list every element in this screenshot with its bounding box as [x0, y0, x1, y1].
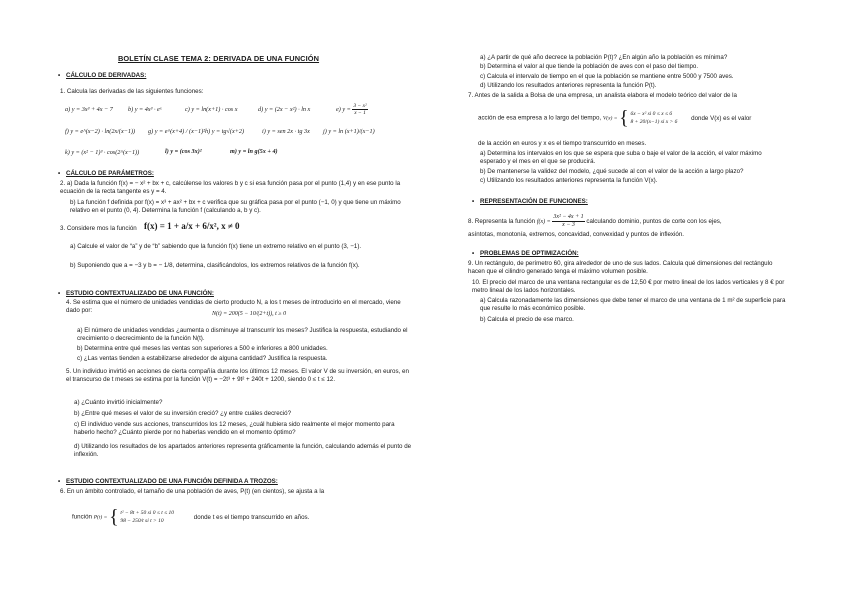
ex7-b: b) De mantenerse la validez del modelo, ¿qué sucede al con el valor de la acción a largo plazo? [480, 168, 744, 175]
ex7-c: c) Utilizando los resultados anteriores representa la función V(x). [480, 177, 658, 184]
ex6-function [72, 507, 309, 527]
ex1-k: k) y = (x² − 1)³ · cos(2^(x−1)) [65, 149, 140, 156]
ex4-a: a) El número de unidades vendidas ¿aumenta o disminuye al transcurrir los meses? Justifica la respuesta, estudiando el crecimiento o decrecimiento de la función N(t). [77, 327, 408, 343]
section-optimizacion: • PROBLEMAS DE OPTIMIZACIÓN: [480, 250, 579, 258]
ex8-tail: calculando dominio, puntos de corte con los ejes, [586, 218, 722, 226]
ex1-e-num: 3 − x² [353, 103, 367, 109]
ex1-e [336, 103, 368, 116]
ex1-f: f) y = e^(x−2) · ln(2x/(x−1)) [65, 128, 136, 135]
ex8-intro: 8. Representa la función [468, 218, 536, 226]
ex6-piece1: t² − 8t + 50 si 0 ≤ t ≤ 10 [120, 510, 175, 516]
ex7-piece1: 6x − x² si 0 ≤ x ≤ 6 [630, 111, 673, 117]
ex7-brace: { [619, 107, 629, 129]
ex8-function [468, 214, 722, 229]
ex10-a: a) Calcula razonadamente las dimensiones que debe tener el marco de una ventana de 1 m² de superficie para que resulte lo más económico posible. [480, 297, 786, 313]
ex1-m: m) y = ln g(5x + 4) [230, 148, 278, 155]
ex9: 9. Un rectángulo, de perímetro 60, gira alrededor de uno de sus lados. Calcula qué dimensiones del rectángulo hacen que el cilindro generado tenga el máximo volumen posible. [468, 260, 773, 276]
ex8-rest: asíntotas, monotonía, extremos, concavidad, convexidad y puntos de inflexión. [468, 231, 685, 238]
section-estudio-contextualizado: • ESTUDIO CONTEXTUALIZADO DE UNA FUNCIÓN: [66, 290, 214, 298]
ex5-b: b) ¿Entre qué meses el valor de su inversión creció? ¿y entre cuáles decreció? [74, 410, 292, 417]
ex6-cont-d: d) Utilizando los resultados anteriores representa la función P(t). [480, 82, 657, 89]
ex7-intro: 7. Antes de la salida a Bolsa de una empresa, un analista elabora el modelo teórico del valor de la [468, 92, 737, 99]
ex3-b: b) Suponiendo que a = −3 y b = − 1/8, determina, clasificándolos, los extremos relativos de la función f(x). [70, 262, 360, 269]
ex4-b: b) Determina entre qué meses las ventas son superiores a 500 e inferiores a 800 unidades. [77, 345, 328, 352]
ex1-e-den: x − 1 [354, 110, 366, 116]
ex1-j: j) y = ln (x+1)/(x−1) [323, 128, 375, 135]
section-calculo-derivadas: • CÁLCULO DE DERIVADAS: [66, 72, 146, 80]
ex6-pieces [120, 509, 174, 525]
ex10-intro: 10. El precio del marco de una ventana rectangular es de 12,50 € por metro lineal de los lados verticales y 8 € por metro lineal de los lados horizontales. [472, 279, 785, 295]
ex7-function [478, 108, 751, 128]
ex1-intro: 1. Calcula las derivadas de las siguientes funciones: [60, 88, 204, 95]
ex8-den: x − 3 [562, 222, 575, 228]
ex1-a: a) y = 3x³ + 4x − 7 [65, 106, 113, 113]
ex6-intro: 6. En un ámbito controlado, el tamaño de una población de aves, P(t) (en cientos), se ajusta a la [60, 488, 325, 495]
ex3-a: a) Calcule el valor de “a” y de “b” sabiendo que la función f(x) tiene un extremo relativo en el punto (3, −1). [70, 243, 362, 250]
ex5-c: c) El individuo vende sus acciones, transcurridos los 12 meses, ¿cuál hubiera sido realmente el mejor momento para haberlo hecho? ¿Cuánto pierde por no haberlas vendido en el momento óptimo? [74, 421, 395, 437]
ex1-d: d) y = (2x − x²) · ln x [258, 106, 311, 113]
section-representacion: • REPRESENTACIÓN DE FUNCIONES: [480, 198, 588, 206]
section-calculo-parametros: • CÁLCULO DE PARÁMETROS: [66, 170, 154, 178]
ex7-piece2: 8 + 20/(x−1) si x > 6 [630, 119, 678, 125]
ex7-a: a) Determina los intervalos en los que se espera que suba o baje el valor de la acción, el valor máximo esperado y el mes en el que se producirá. [480, 150, 762, 166]
ex3-intro: 3. Considere mos la función [60, 225, 137, 232]
page-title: BOLETÍN CLASE TEMA 2: DERIVADA DE UNA FUNCIÓN [118, 54, 320, 63]
ex5-a: a) ¿Cuánto invirtió inicialmente? [74, 399, 163, 406]
ex4-formula: N(t) = 200(5 − 10/(2+t)), t ≥ 0 [212, 311, 287, 317]
ex1-l: l) y = (cos 3x)² [165, 148, 202, 155]
ex7-lead: acción de esa empresa a lo largo del tiempo, [478, 114, 602, 122]
ex1-b: b) y = 4x³ · eˣ [128, 106, 162, 113]
ex6-cont-b: b) Determina el valor al que tiende la población de aves con el paso del tiempo. [480, 63, 699, 70]
ex6-cont-a: a) ¿A partir de qué año decrece la población P(t)? ¿En algún año la población es mínima? [480, 54, 728, 61]
ex1-i: i) y = sen 2x · tg 3x [262, 128, 310, 135]
ex1-e-label: e) y = [336, 105, 353, 113]
ex3-formula: f(x) = 1 + a/x + 6/x², x ≠ 0 [144, 221, 240, 231]
ex6-cont-c: c) Calcula el intervalo de tiempo en el que la población se mantiene entre 5000 y 7500 aves. [480, 73, 734, 80]
ex8-num: 3x² − 4x + 1 [553, 214, 584, 220]
ex5-intro: 5. Un individuo invirtió en acciones de cierta compañía durante los últimos 12 meses. El valor V de su inversión, en euros, en el transcurso de t meses se estima por la función V(t) = −2t³ + 9t² + 240t + 1200, siendo 0 ≤ t ≤ 12. [66, 368, 409, 384]
ex5-d: d) Utilizando los resultados de los apartados anteriores representa gráficamente la función, calculando además el punto de inflexión. [74, 443, 412, 459]
ex6-piece2: 98 − 250/t si t > 10 [120, 518, 164, 524]
ex1-h: h) y = tg√(x+2) [205, 128, 245, 135]
ex2-b: b) La función f definida por f(x) = x³ + ax² + bx + c verifica que su gráfica pasa por el punto (−1, 0) y que tiene un máximo relativo en el punto (0, 4). Determina la función f (calculando a, b y c). [70, 199, 401, 215]
ex2-a: 2. a) Dada la función f(x) = − x² + bx + c, calcúlense los valores b y c si esa función pasa por el punto (1,4) y en ese punto la ecuación de la recta tangente es y = 4. [60, 180, 401, 196]
ex6-brace: { [109, 506, 119, 528]
ex7-pieces [631, 110, 678, 126]
ex6-tail: donde t es el tiempo transcurrido en años. [193, 513, 310, 521]
section-estudio-trozos: • ESTUDIO CONTEXTUALIZADO DE UNA FUNCIÓN DEFINIDA A TROZOS: [66, 478, 278, 486]
ex8-f-label: f(x) = [536, 219, 551, 226]
ex7-v-label: V(x) = [602, 115, 618, 122]
ex4-intro: 4. Se estima que el número de unidades vendidas de cierto producto N, a los t meses de introducirlo en el mercado, viene dado por: [66, 299, 401, 315]
ex7-tail: donde V(x) es el valor [691, 114, 752, 122]
ex10-b: b) Calcula el precio de ese marco. [480, 316, 574, 323]
ex4-c: c) ¿Las ventas tienden a estabilizarse alrededor de alguna cantidad? Justifica la respuesta. [77, 355, 328, 362]
ex6-lead: función [72, 513, 92, 521]
ex1-c: c) y = ln(x+1) · cos x [185, 106, 238, 113]
ex1-e-frac [352, 103, 367, 116]
ex7-rest: de la acción en euros y x es el tiempo transcurrido en meses. [478, 140, 647, 147]
ex6-p-label: P(t) = [93, 514, 108, 521]
ex1-g: g) y = e^(x+4) / (x−1)² [148, 128, 206, 135]
ex8-frac [552, 214, 584, 229]
